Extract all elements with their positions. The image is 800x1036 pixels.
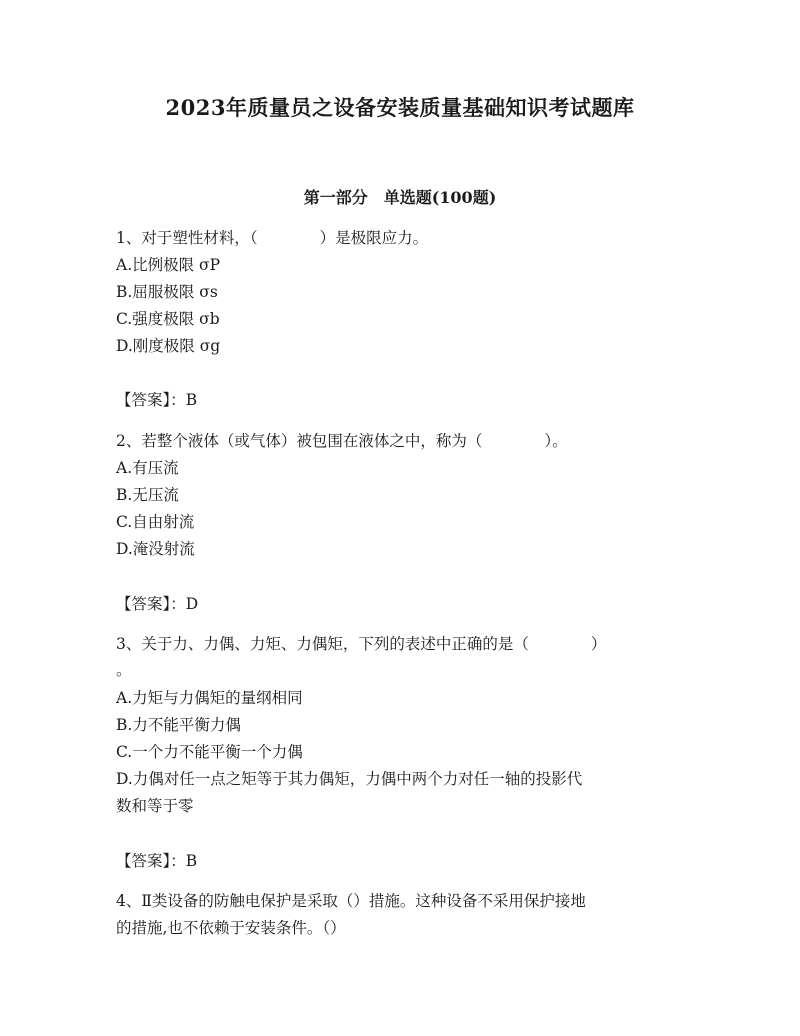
question-2-option-d: D.淹没射流 (116, 540, 195, 558)
question-1-option-a: A.比例极限 σP (116, 256, 221, 274)
question-1-option-b: B.屈服极限 σs (116, 283, 218, 301)
question-3-option-c: C.一个力不能平衡一个力偶 (116, 743, 303, 761)
question-1-stem: 1、对于塑性材料，（ ）是极限应力。 (116, 229, 429, 247)
question-3-option-d-line-2: 数和等于零 (116, 797, 194, 815)
question-1-option-c: C.强度极限 σb (116, 310, 220, 328)
document-title: 2023年质量员之设备安装质量基础知识考试题库 (165, 95, 635, 120)
question-3-stem-line-2: 。 (116, 661, 132, 679)
question-3-stem-line-1: 3、关于力、力偶、力矩、力偶矩，下列的表述中正确的是（ ） (116, 635, 607, 653)
question-4-stem-line-1: 4、Ⅱ类设备的防触电保护是采取（）措施。这种设备不采用保护接地 (116, 892, 586, 910)
question-2-answer: 【答案】：D (116, 595, 199, 613)
question-3-option-b: B.力不能平衡力偶 (116, 716, 241, 734)
question-3-answer: 【答案】：B (116, 852, 198, 870)
question-2-option-c: C.自由射流 (116, 513, 195, 531)
question-3-option-a: A.力矩与力偶矩的量纲相同 (116, 689, 303, 707)
question-3-option-d-line-1: D.力偶对任一点之矩等于其力偶矩，力偶中两个力对任一轴的投影代 (116, 770, 583, 788)
question-2-stem: 2、若整个液体（或气体）被包围在液体之中，称为（ ）。 (116, 432, 568, 450)
question-2-option-a: A.有压流 (116, 459, 179, 477)
question-2-option-b: B.无压流 (116, 486, 179, 504)
question-1-answer: 【答案】：B (116, 391, 198, 409)
question-4-stem-line-2: 的措施,也不依赖于安装条件。（） (116, 919, 346, 937)
section-title: 第一部分 单选题(100题) (303, 188, 497, 207)
question-1-option-d: D.刚度极限 σg (116, 337, 221, 355)
